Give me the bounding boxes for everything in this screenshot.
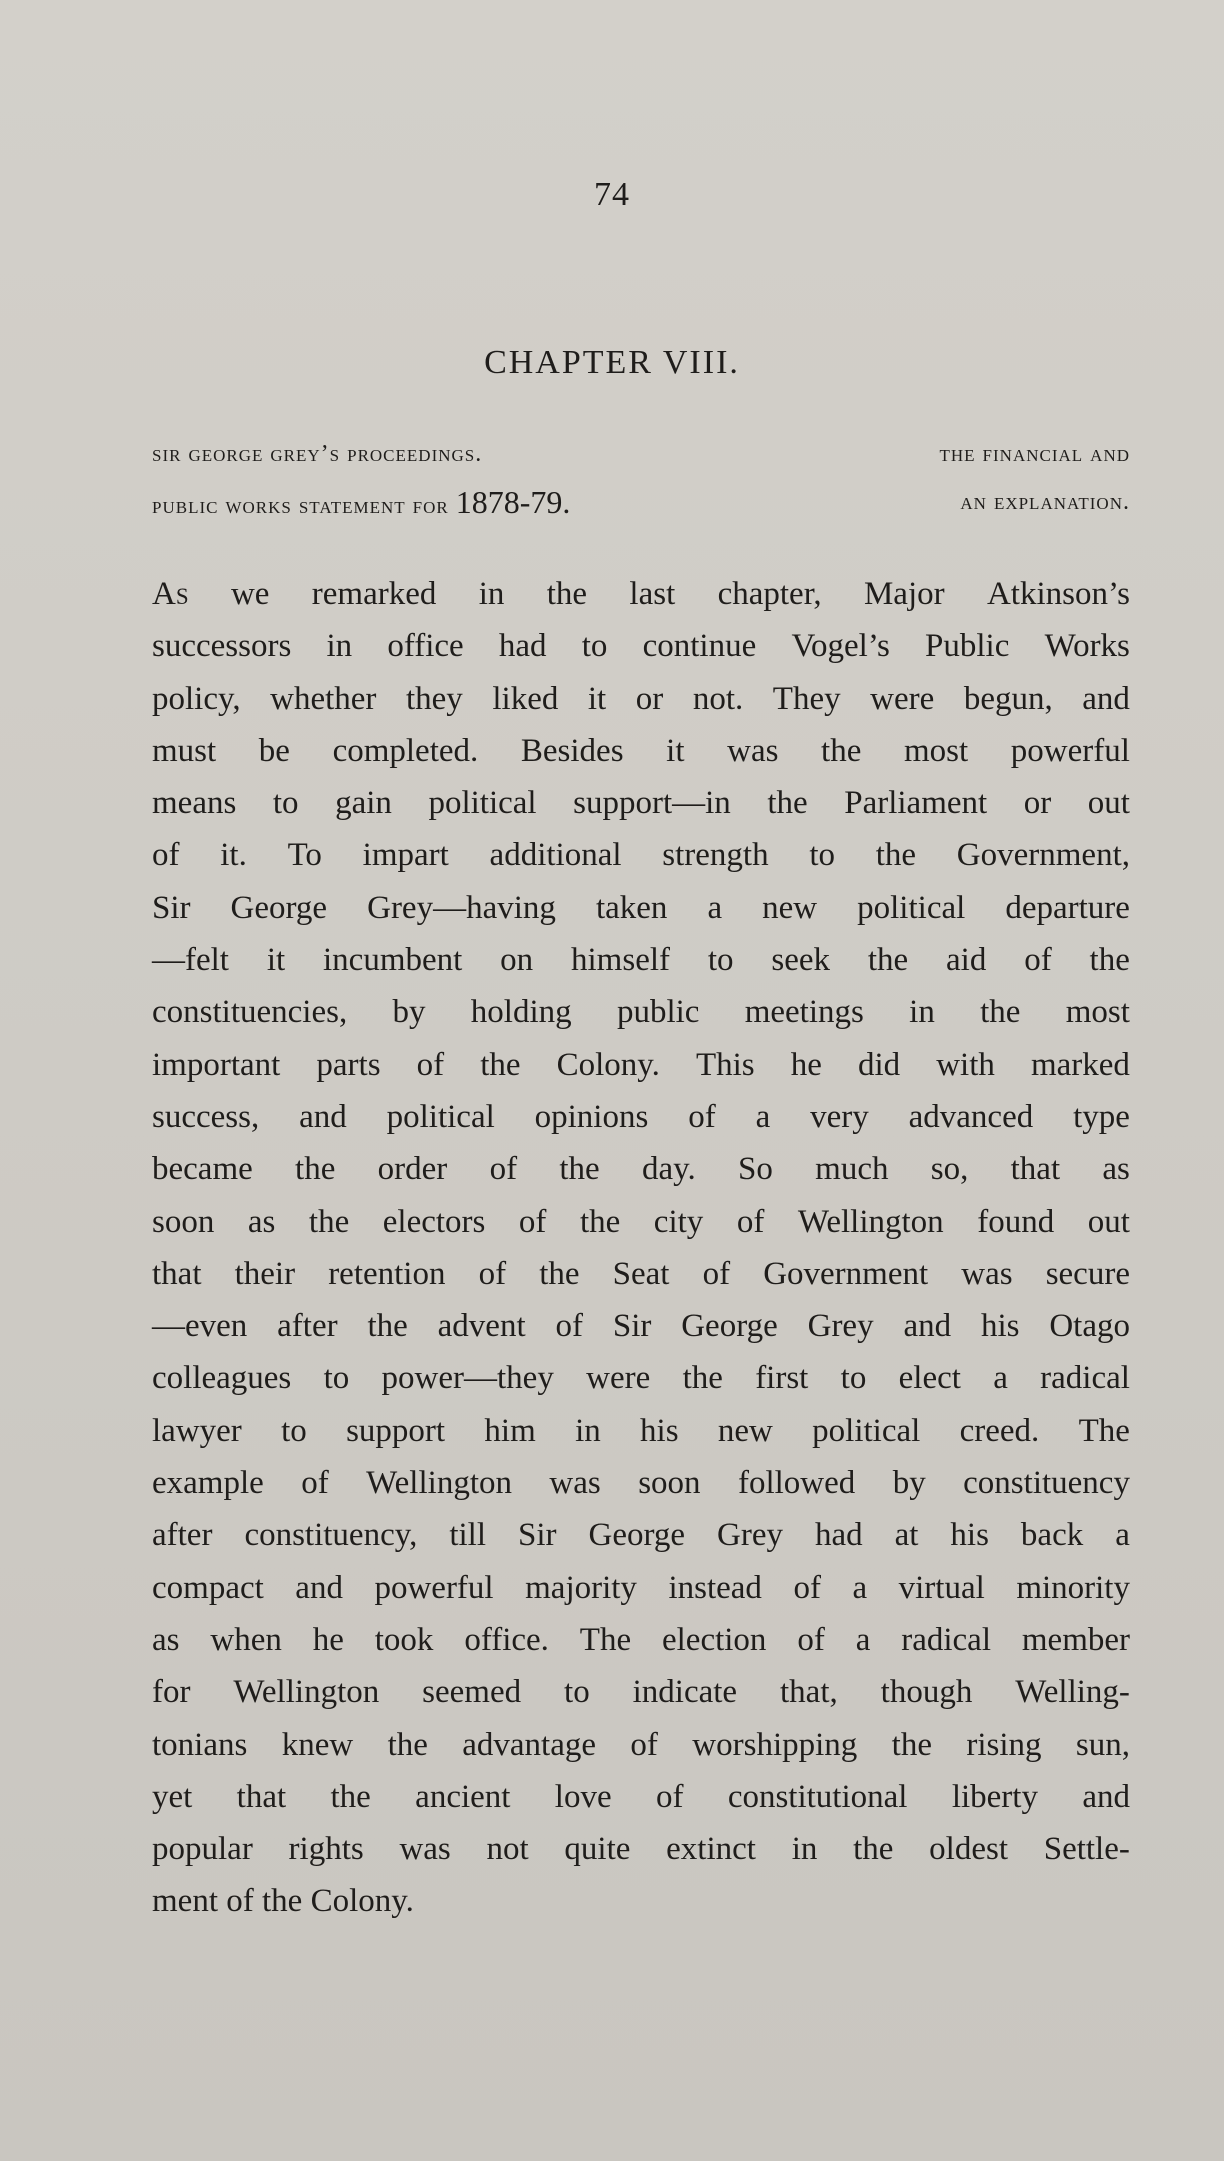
word: for bbox=[152, 1674, 191, 1711]
word: To bbox=[287, 837, 322, 874]
word: most bbox=[1065, 994, 1130, 1031]
word: rising bbox=[966, 1726, 1042, 1763]
word: it bbox=[666, 732, 685, 769]
summary-segment: an explanation. bbox=[960, 489, 1130, 515]
word: departure bbox=[1005, 889, 1130, 926]
word: of bbox=[301, 1465, 329, 1502]
word: that bbox=[236, 1778, 287, 1815]
word: election bbox=[661, 1621, 767, 1658]
word: him bbox=[484, 1412, 536, 1449]
word: out bbox=[1087, 785, 1130, 822]
word: secure bbox=[1045, 1255, 1130, 1292]
word: knew bbox=[281, 1726, 354, 1763]
summary-years: 1878-79. bbox=[455, 484, 571, 520]
word: successors bbox=[152, 628, 292, 665]
word: as bbox=[247, 1203, 276, 1240]
word: Sir bbox=[612, 1308, 652, 1345]
word: important bbox=[152, 1046, 281, 1083]
text-line bbox=[152, 1300, 1130, 1352]
word: advanced bbox=[908, 1098, 1034, 1135]
word: back bbox=[1020, 1517, 1084, 1554]
word: the bbox=[579, 1203, 621, 1240]
word: the bbox=[980, 994, 1021, 1031]
word: seemed bbox=[422, 1674, 522, 1711]
word: indicate bbox=[632, 1674, 738, 1711]
word: by bbox=[392, 994, 426, 1031]
word: type bbox=[1073, 1098, 1130, 1135]
word: virtual bbox=[898, 1569, 985, 1606]
word: a bbox=[855, 1621, 871, 1658]
word: love bbox=[554, 1778, 612, 1815]
word: ment bbox=[152, 1883, 218, 1920]
word: to bbox=[564, 1674, 590, 1711]
word: George bbox=[230, 889, 328, 926]
word: George bbox=[588, 1517, 686, 1554]
word: be bbox=[258, 732, 290, 769]
text-line bbox=[152, 1562, 1130, 1614]
word: whether bbox=[270, 680, 377, 717]
word: found bbox=[977, 1203, 1055, 1240]
word: to bbox=[323, 1360, 350, 1397]
word: he bbox=[312, 1621, 344, 1658]
word: when bbox=[210, 1621, 282, 1658]
word: Government, bbox=[956, 837, 1130, 874]
word: and bbox=[295, 1569, 343, 1606]
word: and bbox=[903, 1308, 952, 1345]
word: the bbox=[767, 785, 808, 822]
word: at bbox=[894, 1517, 919, 1554]
word: retention bbox=[328, 1255, 446, 1292]
word: in bbox=[326, 628, 353, 665]
word: himself bbox=[571, 942, 670, 979]
word: Welling- bbox=[1015, 1674, 1130, 1711]
text-line bbox=[152, 1196, 1130, 1248]
word: powerful bbox=[374, 1569, 494, 1606]
word: elect bbox=[898, 1360, 961, 1397]
word: not. bbox=[692, 680, 744, 717]
text-line bbox=[152, 1143, 1130, 1195]
word: —even bbox=[152, 1308, 248, 1345]
word: to bbox=[840, 1360, 867, 1397]
word: —felt bbox=[152, 942, 229, 979]
text-line bbox=[152, 1823, 1130, 1875]
word: last bbox=[629, 576, 676, 612]
word: ancient bbox=[415, 1778, 511, 1815]
word: of bbox=[478, 1255, 507, 1292]
word: Vogel’s bbox=[791, 628, 890, 665]
word: of bbox=[797, 1621, 825, 1658]
word: They bbox=[772, 680, 841, 717]
text-line bbox=[152, 620, 1130, 672]
word: office bbox=[387, 628, 464, 665]
word: to bbox=[707, 942, 734, 979]
word: a bbox=[755, 1098, 771, 1135]
word: a bbox=[1115, 1517, 1130, 1554]
word: had bbox=[814, 1517, 863, 1554]
word: strength bbox=[662, 837, 769, 874]
word: oldest bbox=[929, 1831, 1008, 1868]
word: Sir bbox=[518, 1517, 557, 1554]
word: constituency bbox=[963, 1465, 1130, 1502]
word: of bbox=[630, 1726, 658, 1763]
word: completed. bbox=[332, 732, 479, 769]
word: means bbox=[152, 785, 237, 822]
word: Grey—having bbox=[367, 889, 556, 926]
word: seek bbox=[771, 942, 830, 979]
word: aid bbox=[946, 942, 987, 979]
word: and bbox=[1082, 680, 1130, 717]
text-line bbox=[152, 568, 1130, 620]
word: As bbox=[152, 576, 189, 612]
word: the bbox=[546, 576, 588, 612]
word: were bbox=[586, 1360, 651, 1397]
word: support—in bbox=[573, 785, 731, 822]
text-line bbox=[152, 673, 1130, 725]
word: of bbox=[688, 1098, 716, 1135]
word: the bbox=[367, 1308, 408, 1345]
word: was bbox=[961, 1255, 1013, 1292]
word: compact bbox=[152, 1569, 264, 1606]
word: to bbox=[581, 628, 608, 665]
summary-line bbox=[152, 478, 1130, 530]
text-line bbox=[152, 1457, 1130, 1509]
word: the bbox=[821, 732, 862, 769]
word: Wellington bbox=[233, 1674, 380, 1711]
word: Works bbox=[1044, 628, 1130, 665]
word: the bbox=[891, 1726, 932, 1763]
word: sun, bbox=[1075, 1726, 1130, 1763]
word: that, bbox=[780, 1674, 838, 1711]
word: electors bbox=[382, 1203, 486, 1240]
word: worshipping bbox=[692, 1726, 858, 1763]
word: political bbox=[386, 1098, 495, 1135]
word: majority bbox=[525, 1569, 637, 1606]
word: soon bbox=[152, 1203, 215, 1240]
word: Major bbox=[863, 576, 945, 612]
word: and bbox=[299, 1098, 347, 1135]
body-text bbox=[152, 568, 1130, 1928]
word: order bbox=[377, 1151, 448, 1188]
word: it bbox=[266, 942, 286, 979]
word: he bbox=[790, 1046, 822, 1083]
word: very bbox=[810, 1098, 869, 1135]
summary-segment: sir george grey’s proceedings. bbox=[152, 441, 483, 467]
word: political bbox=[428, 785, 537, 822]
word: a bbox=[707, 889, 723, 926]
text-line bbox=[152, 1352, 1130, 1404]
word: meetings bbox=[744, 994, 864, 1031]
word: was bbox=[399, 1831, 451, 1868]
word: in bbox=[791, 1831, 818, 1868]
word: constituency, bbox=[244, 1517, 418, 1554]
word: on bbox=[500, 942, 534, 979]
word: most bbox=[903, 732, 969, 769]
word: day. bbox=[641, 1151, 696, 1188]
word: tonians bbox=[152, 1726, 248, 1763]
text-line bbox=[152, 777, 1130, 829]
word: The bbox=[579, 1621, 632, 1658]
word: much bbox=[815, 1151, 889, 1188]
word: Colony. bbox=[310, 1883, 414, 1920]
word: till bbox=[449, 1517, 487, 1554]
word: yet bbox=[152, 1778, 193, 1815]
word: public bbox=[616, 994, 700, 1031]
text-line bbox=[152, 1875, 1130, 1927]
text-line bbox=[152, 1509, 1130, 1561]
word: had bbox=[498, 628, 547, 665]
word: Grey bbox=[717, 1517, 783, 1554]
word: to bbox=[272, 785, 299, 822]
word: Seat bbox=[612, 1255, 670, 1292]
word: though bbox=[880, 1674, 973, 1711]
text-line bbox=[152, 986, 1130, 1038]
word: Settle- bbox=[1043, 1831, 1130, 1868]
word: were bbox=[870, 680, 935, 717]
word: power—they bbox=[381, 1360, 554, 1397]
word: Colony. bbox=[556, 1046, 660, 1083]
word: Besides bbox=[520, 732, 624, 769]
word: Sir bbox=[152, 889, 191, 926]
word: support bbox=[346, 1412, 446, 1449]
word: Otago bbox=[1049, 1308, 1130, 1345]
text-line bbox=[152, 829, 1130, 881]
word: example bbox=[152, 1465, 264, 1502]
word: political bbox=[857, 889, 966, 926]
text-line bbox=[152, 1719, 1130, 1771]
word: extinct bbox=[666, 1831, 756, 1868]
summary-segment bbox=[152, 478, 570, 530]
word: we bbox=[230, 576, 270, 612]
word: begun, bbox=[963, 680, 1053, 717]
word: or bbox=[1023, 785, 1052, 822]
text-line bbox=[152, 1091, 1130, 1143]
text-line bbox=[152, 1039, 1130, 1091]
word: opinions bbox=[534, 1098, 649, 1135]
word: new bbox=[717, 1412, 773, 1449]
word: the bbox=[480, 1046, 521, 1083]
word: or bbox=[635, 680, 664, 717]
word: chapter, bbox=[717, 576, 822, 612]
word: Atkinson’s bbox=[986, 576, 1130, 612]
word: the bbox=[295, 1151, 336, 1188]
word: must bbox=[152, 732, 217, 769]
word: marked bbox=[1030, 1046, 1130, 1083]
word: taken bbox=[595, 889, 668, 926]
text-line bbox=[152, 1405, 1130, 1457]
word: minority bbox=[1016, 1569, 1130, 1606]
text-line bbox=[152, 1614, 1130, 1666]
summary-line bbox=[152, 430, 1130, 478]
word: of bbox=[489, 1151, 518, 1188]
word: first bbox=[755, 1360, 809, 1397]
word: was bbox=[727, 732, 779, 769]
word: gain bbox=[335, 785, 392, 822]
word: Wellington bbox=[797, 1203, 944, 1240]
word: it bbox=[587, 680, 607, 717]
word: Grey bbox=[807, 1308, 874, 1345]
word: the bbox=[682, 1360, 723, 1397]
word: of bbox=[793, 1569, 821, 1606]
word: of bbox=[226, 1883, 254, 1920]
word: political bbox=[812, 1412, 921, 1449]
word: of bbox=[736, 1203, 765, 1240]
word: constituencies, bbox=[152, 994, 348, 1031]
word: colleagues bbox=[152, 1360, 292, 1397]
text-line bbox=[152, 1666, 1130, 1718]
word: of bbox=[655, 1778, 684, 1815]
word: incumbent bbox=[323, 942, 463, 979]
word: George bbox=[681, 1308, 778, 1345]
word: to bbox=[281, 1412, 307, 1449]
word: his bbox=[950, 1517, 989, 1554]
word: with bbox=[936, 1046, 995, 1083]
word: member bbox=[1021, 1621, 1130, 1658]
word: to bbox=[809, 837, 835, 874]
word: a bbox=[852, 1569, 868, 1606]
word: by bbox=[892, 1465, 926, 1502]
word: policy, bbox=[152, 680, 241, 717]
word: of bbox=[152, 837, 180, 874]
word: that bbox=[1010, 1151, 1061, 1188]
text-line bbox=[152, 1248, 1130, 1300]
word: the bbox=[853, 1831, 894, 1868]
word: they bbox=[405, 680, 463, 717]
word: liked bbox=[492, 680, 559, 717]
word: Parliament bbox=[844, 785, 988, 822]
word: the bbox=[559, 1151, 600, 1188]
word: as bbox=[1102, 1151, 1130, 1188]
summary-text: public works statement for bbox=[152, 493, 449, 519]
word: the bbox=[308, 1203, 350, 1240]
word: of bbox=[1024, 942, 1052, 979]
chapter-summary bbox=[152, 430, 1130, 530]
word: This bbox=[695, 1046, 755, 1083]
word: remarked bbox=[311, 576, 437, 612]
word: of bbox=[555, 1308, 583, 1345]
word: and bbox=[1082, 1778, 1130, 1815]
word: was bbox=[549, 1465, 601, 1502]
summary-segment: the financial and bbox=[939, 441, 1130, 467]
word: their bbox=[234, 1255, 296, 1292]
word: of bbox=[702, 1255, 731, 1292]
word: the bbox=[261, 1883, 303, 1920]
word: office. bbox=[464, 1621, 549, 1658]
word: in bbox=[478, 576, 505, 612]
word: of bbox=[416, 1046, 445, 1083]
word: the bbox=[1089, 942, 1130, 979]
word: parts bbox=[316, 1046, 381, 1083]
word: radical bbox=[1040, 1360, 1130, 1397]
word: success, bbox=[152, 1098, 260, 1135]
word: additional bbox=[489, 837, 622, 874]
word: Government bbox=[763, 1255, 929, 1292]
word: of bbox=[518, 1203, 547, 1240]
word: did bbox=[857, 1046, 901, 1083]
chapter-title: CHAPTER VIII. bbox=[484, 344, 740, 381]
word: continue bbox=[642, 628, 757, 665]
word: after bbox=[277, 1308, 338, 1345]
word: the bbox=[539, 1255, 580, 1292]
word: Wellington bbox=[366, 1465, 512, 1502]
text-line bbox=[152, 934, 1130, 986]
word: became bbox=[152, 1151, 253, 1188]
word: took bbox=[374, 1621, 434, 1658]
word: city bbox=[653, 1203, 704, 1240]
word: So bbox=[738, 1151, 773, 1188]
word: so, bbox=[930, 1151, 969, 1188]
word: out bbox=[1087, 1203, 1130, 1240]
word: the bbox=[875, 837, 917, 874]
word: radical bbox=[901, 1621, 991, 1658]
page-number: 74 bbox=[594, 176, 630, 213]
word: constitutional bbox=[727, 1778, 908, 1815]
word: soon bbox=[638, 1465, 701, 1502]
word: advent bbox=[437, 1308, 526, 1345]
word: after bbox=[152, 1517, 213, 1554]
word: advantage bbox=[462, 1726, 597, 1763]
word: impart bbox=[362, 837, 449, 874]
word: followed bbox=[737, 1465, 856, 1502]
word: the bbox=[330, 1778, 371, 1815]
word: quite bbox=[564, 1831, 631, 1868]
word: liberty bbox=[951, 1778, 1038, 1815]
word: new bbox=[762, 889, 818, 926]
word: holding bbox=[470, 994, 572, 1031]
word: the bbox=[867, 942, 909, 979]
word: not bbox=[486, 1831, 529, 1868]
word: in bbox=[575, 1412, 601, 1449]
word: his bbox=[640, 1412, 679, 1449]
word: The bbox=[1078, 1412, 1130, 1449]
word: that bbox=[152, 1255, 202, 1292]
word: in bbox=[909, 994, 935, 1031]
text-line bbox=[152, 1771, 1130, 1823]
word: lawyer bbox=[152, 1412, 242, 1449]
word: creed. bbox=[959, 1412, 1040, 1449]
word: the bbox=[387, 1726, 428, 1763]
word: a bbox=[993, 1360, 1008, 1397]
word: rights bbox=[288, 1831, 364, 1868]
word: as bbox=[152, 1621, 180, 1658]
text-line bbox=[152, 725, 1130, 777]
word: powerful bbox=[1010, 732, 1130, 769]
word: it. bbox=[220, 837, 247, 874]
word: Public bbox=[925, 628, 1010, 665]
word: his bbox=[980, 1308, 1020, 1345]
word: popular bbox=[152, 1831, 253, 1868]
text-line bbox=[152, 882, 1130, 934]
word: instead bbox=[668, 1569, 762, 1606]
